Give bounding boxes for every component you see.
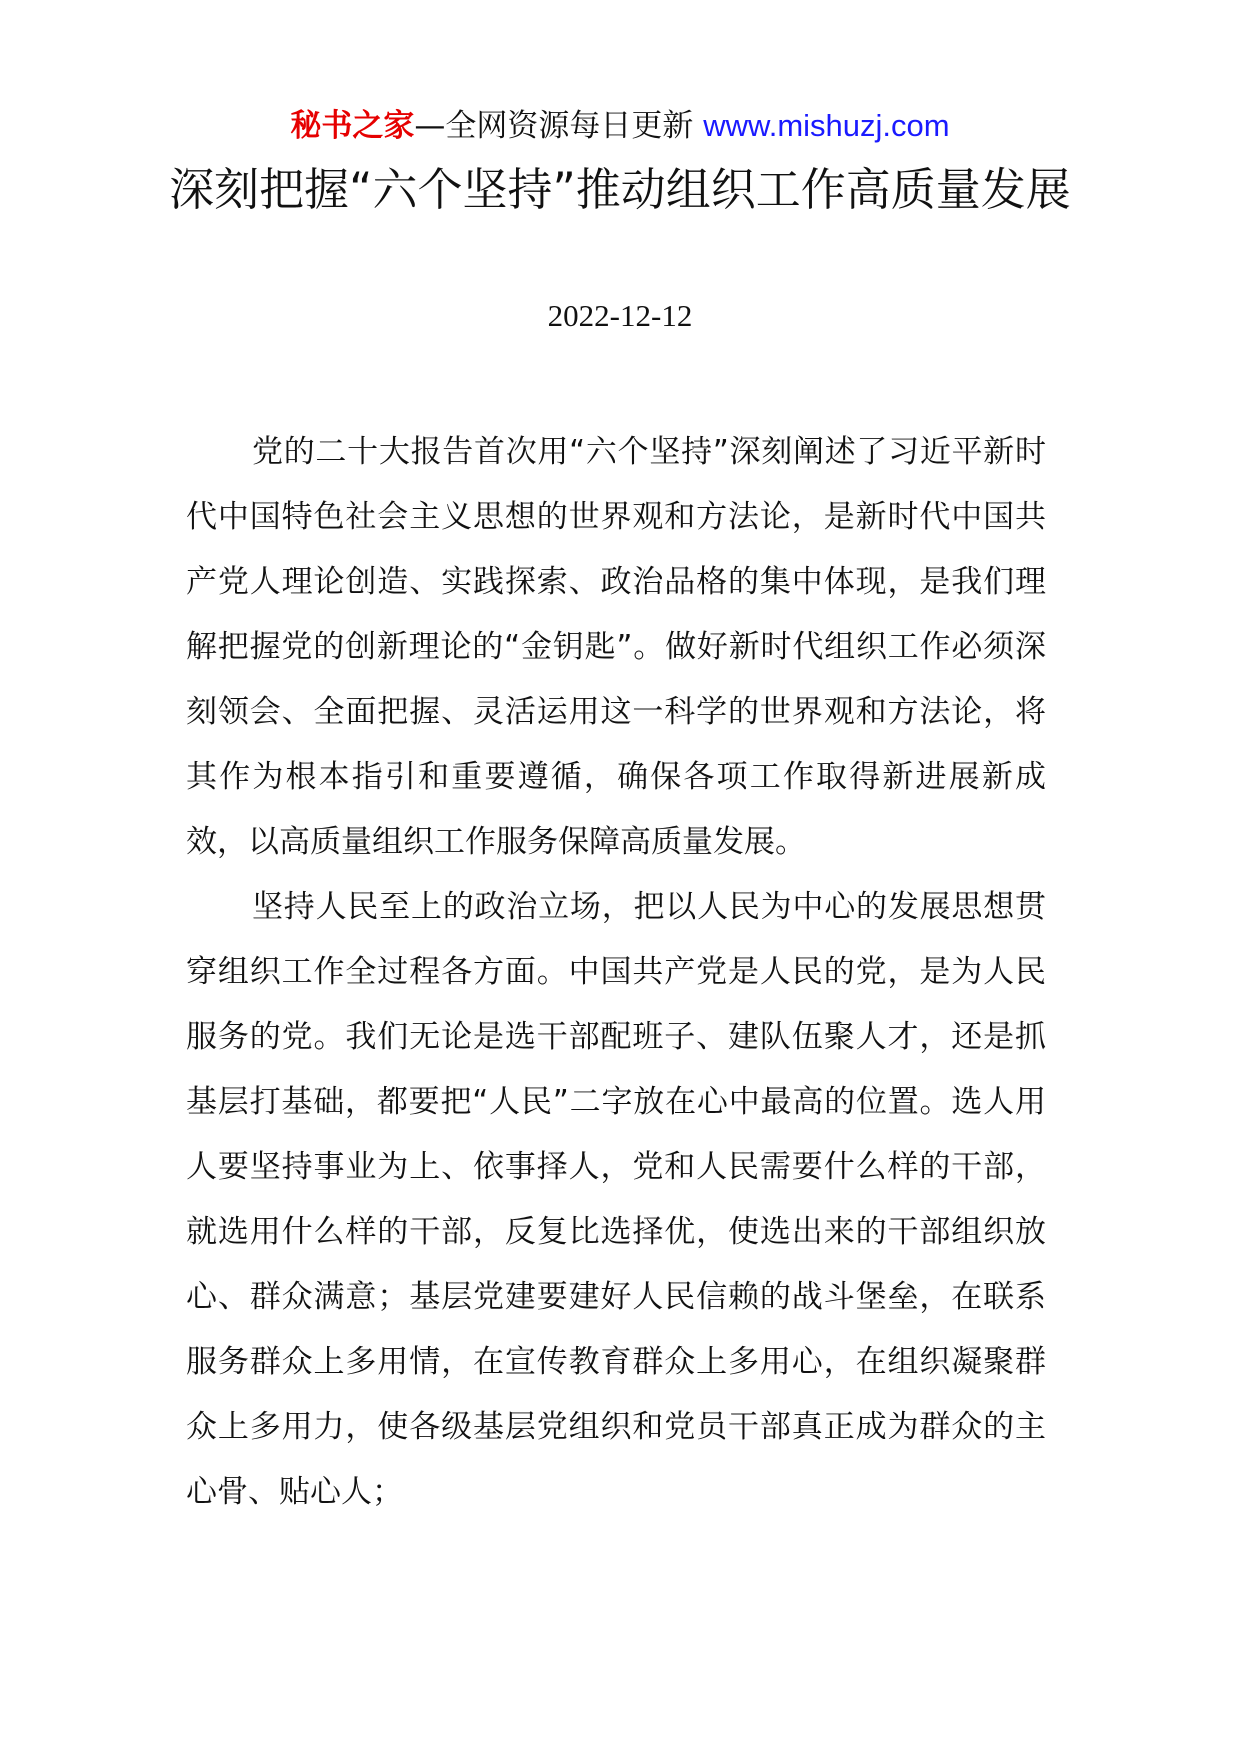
- site-header: [0, 104, 1240, 148]
- brand-name: 秘书之家: [290, 108, 415, 144]
- article-body: [186, 420, 1046, 1525]
- article-title: 深刻把握“六个坚持”推动组织工作高质量发展: [169, 163, 1071, 216]
- article-date: 2022-12-12: [547, 298, 693, 333]
- site-tagline: —全网资源每日更新: [414, 108, 694, 144]
- paragraph: 坚持人民至上的政治立场，把以人民为中心的发展思想贯穿组织工作全过程各方面。中国共产党是人民的党，是为人民服务的党。我们无论是选干部配班子、建队伍聚人才，还是抓基层打基础，都要把“人民”二字放在心中最高的位置。选人用人要坚持事业为上、依事择人，党和人民需要什么样的干部，就选用什么样的干部，反复比选择优，使选出来的干部组织放心、群众满意；基层党建要建好人民信赖的战斗堡垒，在联系服务群众上多用情，在宣传教育群众上多用心，在组织凝聚群众上多用力，使各级基层党组织和党员干部真正成为群众的主心骨、贴心人；: [186, 889, 1046, 1510]
- site-url-link[interactable]: www.mishuzj.com: [703, 108, 950, 143]
- paragraph: 党的二十大报告首次用“六个坚持”深刻阐述了习近平新时代中国特色社会主义思想的世界观和方法论，是新时代中国共产党人理论创造、实践探索、政治品格的集中体现，是我们理解把握党的创新理论的“金钥匙”。做好新时代组织工作必须深刻领会、全面把握、灵活运用这一科学的世界观和方法论，将其作为根本指引和重要遵循，确保各项工作取得新进展新成效，以高质量组织工作服务保障高质量发展。: [186, 434, 1046, 860]
